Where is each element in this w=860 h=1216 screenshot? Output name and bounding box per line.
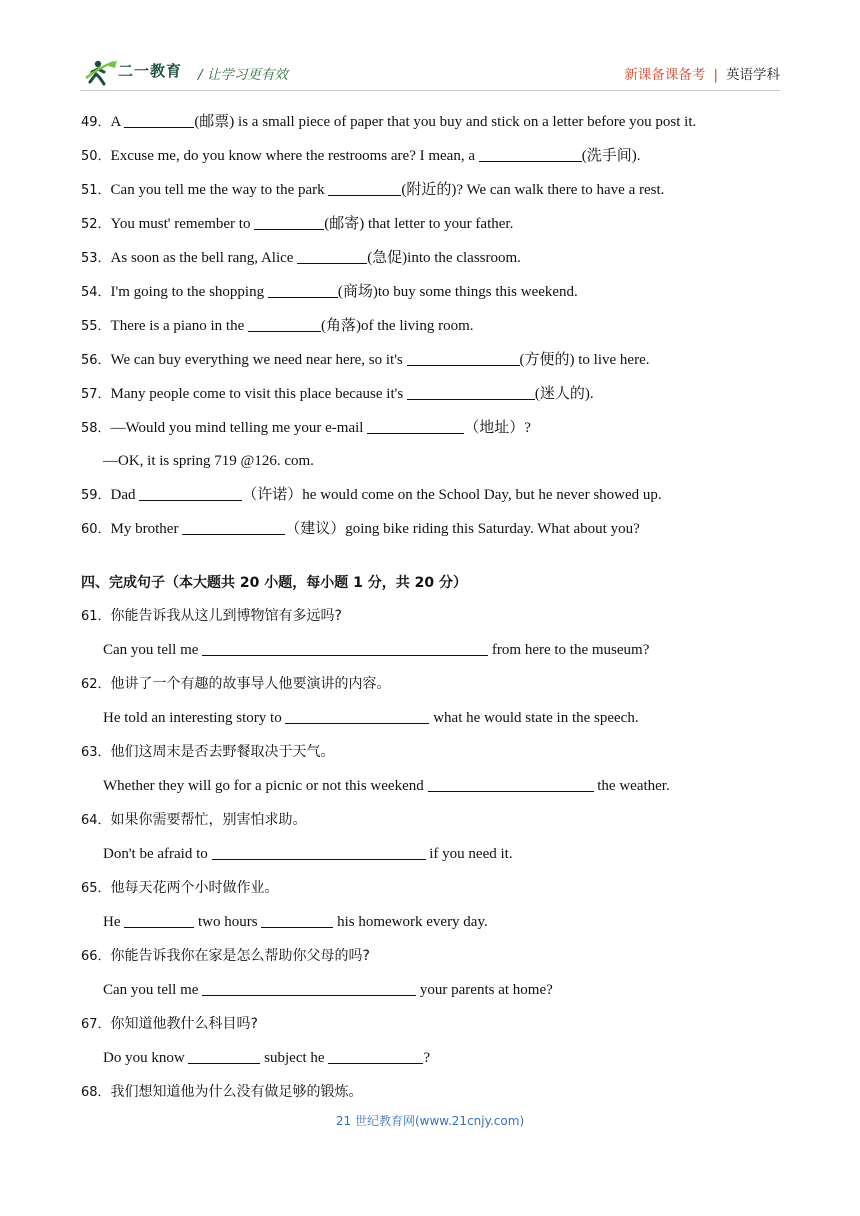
question-line	[81, 316, 474, 337]
sentence-text: Do you know	[103, 1050, 189, 1066]
answer-blank	[367, 418, 464, 434]
question-text: —OK, it is spring 719 @126. com.	[103, 453, 314, 469]
question-text: There is a piano in the	[110, 318, 249, 334]
question-text: (洗手间).	[581, 148, 641, 164]
question-number: 49．	[81, 115, 111, 130]
answer-blank	[407, 350, 520, 366]
question-number: 68．	[81, 1085, 111, 1100]
logo-text: 二一教育	[118, 62, 183, 80]
question-line	[81, 248, 521, 269]
question-number: 66．	[81, 949, 111, 964]
header-separator: |	[713, 67, 718, 83]
chinese-prompt	[81, 674, 391, 695]
question-number: 56．	[81, 353, 111, 368]
question-text: （许诺）he would come on the School Day, but he never showed up.	[242, 487, 662, 503]
question-number: 52．	[81, 217, 111, 232]
answer-blank	[202, 640, 488, 656]
answer-blank	[479, 146, 582, 162]
question-number: 62．	[81, 677, 111, 692]
answer-blank	[248, 316, 321, 332]
question-number: 65．	[81, 881, 111, 896]
question-text: (迷人的).	[534, 386, 594, 402]
question-text: Can you tell me the way to the park	[110, 182, 329, 198]
english-sentence	[103, 708, 639, 728]
sentence-text: Can you tell me	[103, 982, 203, 998]
question-number: 61．	[81, 609, 111, 624]
sentence-text: subject he	[260, 1050, 329, 1066]
english-sentence	[103, 980, 553, 1000]
answer-blank	[407, 384, 535, 400]
chinese-prompt	[81, 1082, 363, 1103]
english-sentence	[103, 912, 488, 932]
answer-blank	[328, 1048, 423, 1064]
question-line	[81, 146, 641, 167]
question-text: （建议）going bike riding this Saturday. What about you?	[285, 521, 640, 537]
chinese-text: 他们这周末是否去野餐取决于天气。	[110, 744, 335, 760]
answer-blank	[297, 248, 367, 264]
chinese-prompt	[81, 946, 370, 967]
question-line	[81, 112, 696, 133]
header-slogan: / 让学习更有效	[198, 67, 288, 83]
answer-blank	[254, 214, 324, 230]
chinese-text: 如果你需要帮忙，别害怕求助。	[110, 812, 307, 828]
question-text: We can buy everything we need near here, so it's	[110, 352, 407, 368]
answer-blank	[139, 485, 242, 501]
answer-blank	[212, 844, 426, 860]
sentence-text: if you need it.	[425, 846, 513, 862]
question-number: 64．	[81, 813, 111, 828]
question-text: (急促)into the classroom.	[367, 250, 521, 266]
question-line	[81, 519, 640, 540]
question-text: Dad	[110, 487, 140, 503]
sentence-text: the weather.	[593, 778, 670, 794]
question-number: 54．	[81, 285, 111, 300]
question-line	[81, 282, 578, 303]
question-text: (邮票) is a small piece of paper that you buy and stick on a letter before you post it.	[194, 114, 697, 130]
sentence-text: Don't be afraid to	[103, 846, 212, 862]
question-line	[81, 485, 662, 506]
chinese-text: 他每天花两个小时做作业。	[110, 880, 279, 896]
answer-blank	[124, 912, 194, 928]
question-line	[81, 384, 594, 405]
chinese-prompt	[81, 1014, 258, 1035]
question-text: Many people come to visit this place because it's	[110, 386, 407, 402]
answer-blank	[124, 112, 194, 128]
question-line	[81, 418, 531, 439]
sentence-text: Whether they will go for a picnic or not this weekend	[103, 778, 428, 794]
answer-blank	[202, 980, 416, 996]
header-course: 新课备课备考	[624, 67, 706, 83]
chinese-prompt	[81, 878, 279, 899]
sentence-text: He	[103, 914, 125, 930]
sentence-text: your parents at home?	[416, 982, 553, 998]
question-number: 60．	[81, 522, 111, 537]
question-text: (商场)to buy some things this weekend.	[337, 284, 578, 300]
question-text: （地址）?	[464, 420, 531, 436]
chinese-prompt	[81, 742, 335, 763]
header-subject	[624, 63, 780, 83]
answer-blank	[328, 180, 401, 196]
chinese-text: 他讲了一个有趣的故事导人他要演讲的内容。	[110, 676, 391, 692]
chinese-text: 我们想知道他为什么没有做足够的锻炼。	[110, 1084, 363, 1100]
sentence-text: two hours	[194, 914, 262, 930]
question-text: You must' remember to	[110, 216, 255, 232]
question-text: —Would you mind telling me your e-mail	[110, 420, 368, 436]
english-sentence	[103, 776, 670, 796]
question-text: Excuse me, do you know where the restrooms are? I mean, a	[110, 148, 479, 164]
english-sentence	[103, 640, 649, 660]
answer-blank	[182, 519, 285, 535]
question-text: My brother	[110, 521, 183, 537]
question-number: 58．	[81, 421, 111, 436]
chinese-text: 你能告诉我从这儿到博物馆有多远吗?	[110, 608, 342, 624]
chinese-prompt	[81, 606, 342, 627]
question-text: (附近的)? We can walk there to have a rest.	[401, 182, 665, 198]
sentence-text: what he would state in the speech.	[429, 710, 639, 726]
question-line	[103, 451, 314, 471]
question-number: 55．	[81, 319, 111, 334]
question-number: 63．	[81, 745, 111, 760]
answer-blank	[428, 776, 594, 792]
chinese-prompt	[81, 810, 307, 831]
question-text: (邮寄) that letter to your father.	[324, 216, 514, 232]
question-text: As soon as the bell rang, Alice	[110, 250, 298, 266]
question-line	[81, 350, 649, 371]
sentence-text: ?	[423, 1050, 430, 1066]
answer-blank	[268, 282, 338, 298]
sentence-text: his homework every day.	[333, 914, 488, 930]
question-number: 59．	[81, 488, 111, 503]
question-line	[81, 214, 513, 235]
sentence-text: He told an interesting story to	[103, 710, 286, 726]
answer-blank	[261, 912, 333, 928]
page-header	[80, 52, 780, 92]
question-text: I'm going to the shopping	[110, 284, 268, 300]
question-number: 53．	[81, 251, 111, 266]
question-number: 67．	[81, 1017, 111, 1032]
page-footer: 21 世纪教育网(www.21cnjy.com)	[335, 1114, 525, 1128]
question-number: 51．	[81, 183, 111, 198]
question-text: A	[110, 114, 125, 130]
sentence-text: Can you tell me	[103, 642, 203, 658]
question-line	[81, 180, 664, 201]
header-subject-name: 英语学科	[726, 67, 780, 83]
section-title: 四、完成句子（本大题共 20 小题，每小题 1 分，共 20 分）	[81, 575, 467, 591]
chinese-text: 你知道他教什么科目吗?	[110, 1016, 258, 1032]
answer-blank	[285, 708, 429, 724]
english-sentence	[103, 1048, 430, 1068]
header-divider	[80, 90, 780, 91]
english-sentence	[103, 844, 513, 864]
answer-blank	[188, 1048, 260, 1064]
question-number: 50．	[81, 149, 111, 164]
question-text: (方便的) to live here.	[519, 352, 650, 368]
sentence-text: from here to the museum?	[488, 642, 650, 658]
chinese-text: 你能告诉我你在家是怎么帮助你父母的吗?	[110, 948, 370, 964]
question-number: 57．	[81, 387, 111, 402]
question-text: (角落)of the living room.	[321, 318, 474, 334]
